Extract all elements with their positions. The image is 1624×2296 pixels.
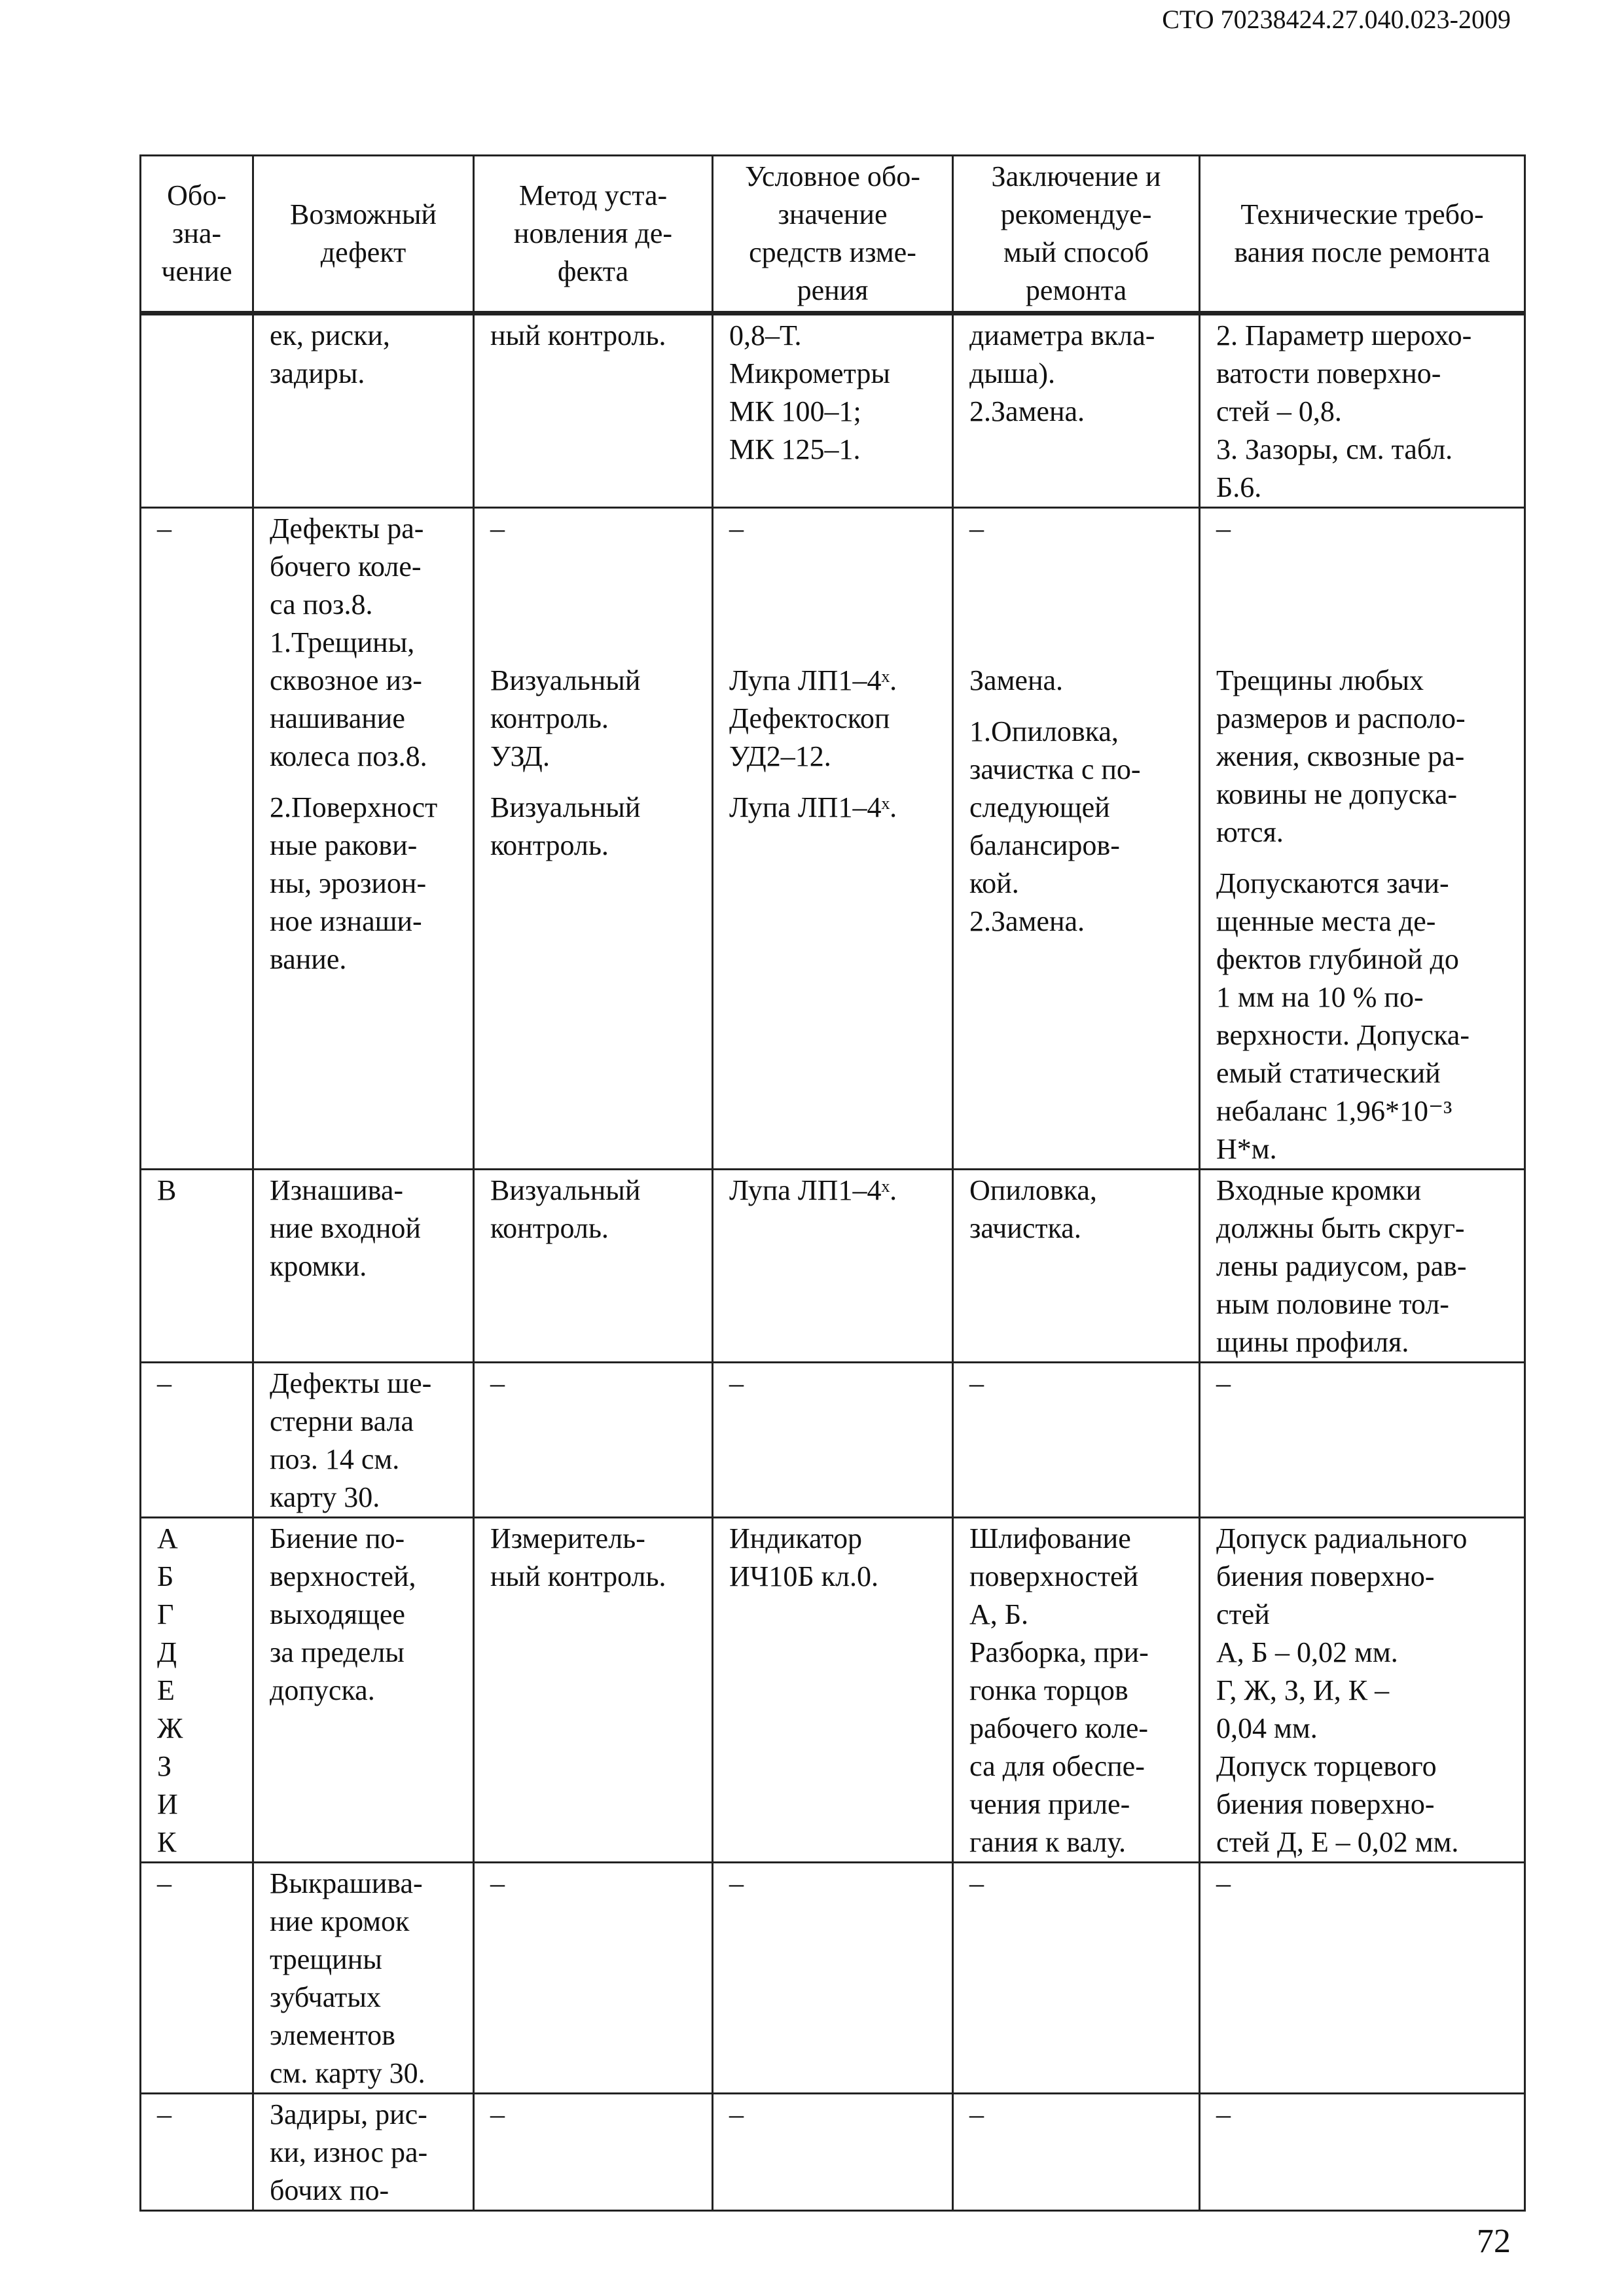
header-line: фекта [557,255,629,287]
cell-line: вание. [270,943,347,975]
cell-line: гания к валу. [969,1826,1126,1858]
cell-line: Лупа ЛП1–4ˣ. [729,791,897,823]
cell-line: – [1216,512,1231,545]
cell-line: Дефекты ше- [270,1367,432,1399]
table-cell [953,1363,1200,1518]
header-line: зна- [171,217,222,249]
cell-line: 1.Опиловка, [969,715,1119,747]
cell-line: ки, износ ра- [270,2136,428,2168]
defect-table [139,154,1526,2212]
cell-line: Шлифование [969,1522,1131,1554]
cell-line: бочего коле- [270,550,422,583]
table-cell [253,508,474,1170]
cell-line: Опиловка, [969,1174,1097,1206]
cell-line: Дефекты ра- [270,512,424,545]
document-code: СТО 70238424.27.040.023-2009 [1162,5,1511,34]
table-cell [474,508,713,1170]
cell-line: Биение по- [270,1522,405,1554]
block-gap [1216,852,1511,865]
table-cell [253,1363,474,1518]
table-cell [1200,2094,1525,2211]
cell-line: Н*м. [1216,1133,1277,1165]
table-cell [474,2094,713,2211]
cell-line: УЗД. [490,740,550,772]
header-line: новления де- [513,217,673,249]
cell-line [969,548,1185,586]
cell-line: задиры. [270,357,365,389]
column-header [253,156,474,314]
cell-line: ние входной [270,1212,421,1244]
cell-line: нашивание [270,702,405,734]
table-cell [1200,1518,1525,1863]
cell-line: см. карту 30. [270,2057,425,2089]
cell-line: ние кромок [270,1905,410,1937]
cell-line: ные ракови- [270,829,418,861]
block-gap [270,776,460,789]
cell-line [969,586,1185,624]
cell-line: Допуск торцевого [1216,1750,1437,1782]
cell-line: ны, эрозион- [270,867,427,899]
column-header [713,156,953,314]
cell-line: ный контроль. [490,1560,666,1592]
cell-line: – [157,2098,171,2130]
cell-line: А, Б – 0,02 мм. [1216,1636,1398,1668]
cell-line: 2.Замена. [969,395,1085,427]
cell-line: стей – 0,8. [1216,395,1342,427]
cell-line: – [490,1867,505,1899]
cell-line: дыша). [969,357,1056,389]
header-line: чение [161,255,232,287]
cell-line: са для обеспе- [969,1750,1145,1782]
cell-line: Индикатор [729,1522,863,1554]
cell-line [1216,624,1511,662]
table-cell [141,314,253,508]
cell-line: диаметра вкла- [969,319,1155,351]
cell-line: ИЧ10Б кл.0. [729,1560,878,1592]
cell-line: кой. [969,867,1019,899]
cell-line: ным половине тол- [1216,1288,1449,1320]
table-row [141,508,1525,1170]
cell-line [490,586,698,624]
cell-line [1216,586,1511,624]
cell-line: Г, Ж, З, И, К – [1216,1674,1390,1706]
table-row [141,1363,1525,1518]
column-header [141,156,253,314]
cell-line: размеров и располо- [1216,702,1466,734]
cell-line: следующей [969,791,1110,823]
cell-line: небаланс 1,96*10⁻³ [1216,1095,1453,1127]
cell-line: – [729,1867,744,1899]
header-line: дефект [320,236,406,268]
block-gap [969,700,1185,713]
cell-line: Е [157,1674,175,1706]
cell-line: должны быть скруг- [1216,1212,1465,1244]
block-gap [729,776,939,789]
cell-line: поверхностей [969,1560,1139,1592]
cell-line: Изнашива- [270,1174,404,1206]
cell-line: биения поверхно- [1216,1560,1435,1592]
cell-line: 0,8–Т. [729,319,802,351]
cell-line [1216,548,1511,586]
cell-line: верхности. Допуска- [1216,1019,1470,1051]
cell-line: – [969,1367,984,1399]
cell-line: фектов глубиной до [1216,943,1459,975]
table-cell [713,2094,953,2211]
cell-line: – [1216,1367,1231,1399]
header-line: Технические требо- [1240,198,1484,230]
cell-line: – [157,1367,171,1399]
table-cell [474,1863,713,2094]
table-cell [1200,508,1525,1170]
table-cell [474,1363,713,1518]
table-cell [953,508,1200,1170]
cell-line: колеса поз.8. [270,740,427,772]
cell-line: гонка торцов [969,1674,1128,1706]
cell-line: И [157,1788,178,1820]
cell-line: Визуальный [490,664,641,696]
table-cell [713,1363,953,1518]
cell-line: Г [157,1598,174,1630]
header-line: Заключение и [991,160,1161,192]
cell-line: ный контроль. [490,319,666,351]
cell-line: рабочего коле- [969,1712,1149,1744]
cell-line: емый статический [1216,1057,1441,1089]
cell-line: В [157,1174,177,1206]
table-cell [1200,1863,1525,2094]
cell-line: зубчатых [270,1981,381,2013]
cell-line: биения поверхно- [1216,1788,1435,1820]
cell-line: – [157,1867,171,1899]
table-cell [474,1518,713,1863]
cell-line: ются. [1216,816,1284,848]
cell-line [729,624,939,662]
cell-line: ное изнаши- [270,905,422,937]
cell-line: Б.6. [1216,471,1262,503]
cell-line: Визуальный [490,791,641,823]
cell-line: Замена. [969,664,1064,696]
cell-line: А, Б. [969,1598,1029,1630]
cell-line: стей Д, Е – 0,02 мм. [1216,1826,1459,1858]
cell-line: стерни вала [270,1405,414,1437]
table-cell [953,2094,1200,2211]
cell-line: 2. Параметр шерохо- [1216,319,1472,351]
cell-line: – [969,512,984,545]
table-row [141,2094,1525,2211]
header-line: значение [778,198,888,230]
table-cell [1200,1170,1525,1363]
table-cell [953,1863,1200,2094]
table-cell [253,1170,474,1363]
cell-line [729,586,939,624]
cell-line: УД2–12. [729,740,831,772]
column-header [474,156,713,314]
cell-line: щины профиля. [1216,1326,1409,1358]
cell-line: 1.Трещины, [270,626,415,658]
cell-line [490,548,698,586]
cell-line: К [157,1826,177,1858]
table-cell [953,1518,1200,1863]
cell-line: Разборка, при- [969,1636,1149,1668]
cell-line: МК 100–1; [729,395,861,427]
table-cell [141,508,253,1170]
table-cell [474,1170,713,1363]
cell-line: лены радиусом, рав- [1216,1250,1467,1282]
header-line: средств изме- [749,236,916,268]
header-line: ремонта [1025,274,1127,306]
table-header-row [141,156,1525,314]
table-cell [253,1518,474,1863]
cell-line: МК 125–1. [729,433,861,465]
header-line: Условное обо- [745,160,920,192]
header-line: рекомендуе- [1000,198,1152,230]
table-cell [474,314,713,508]
cell-line: контроль. [490,702,609,734]
cell-line: Лупа ЛП1–4ˣ. [729,1174,897,1206]
cell-line: Визуальный [490,1174,641,1206]
cell-line: – [729,2098,744,2130]
cell-line: кромки. [270,1250,367,1282]
cell-line: Микрометры [729,357,890,389]
header-line: рения [797,274,869,306]
cell-line: ватости поверхно- [1216,357,1441,389]
table-cell [713,508,953,1170]
table-cell [953,1170,1200,1363]
cell-line: 2.Замена. [969,905,1085,937]
cell-line: стей [1216,1598,1270,1630]
cell-line: 0,04 мм. [1216,1712,1318,1744]
header-line: Возможный [290,198,437,230]
table-cell [1200,314,1525,508]
cell-line: 1 мм на 10 % по- [1216,981,1424,1013]
column-header [1200,156,1525,314]
table-cell [713,1863,953,2094]
cell-line: чения приле- [969,1788,1130,1820]
cell-line: допуска. [270,1674,375,1706]
cell-line: 3. Зазоры, см. табл. [1216,433,1453,465]
cell-line: Допуск радиального [1216,1522,1468,1554]
cell-line: – [490,1367,505,1399]
cell-line: Лупа ЛП1–4ˣ. [729,664,897,696]
table-cell [141,1170,253,1363]
cell-line: поз. 14 см. [270,1443,400,1475]
block-gap [490,776,698,789]
table-row [141,1170,1525,1363]
cell-line: – [157,512,171,545]
cell-line: ек, риски, [270,319,390,351]
cell-line: 2.Поверхност [270,791,438,823]
table-cell [253,314,474,508]
table-cell [953,314,1200,508]
cell-line: зачистка с по- [969,753,1141,785]
table-row [141,1518,1525,1863]
table-cell [141,1863,253,2094]
cell-line: карту 30. [270,1481,380,1513]
cell-line: ковины не допуска- [1216,778,1458,810]
table-cell [253,2094,474,2211]
header-line: мый способ [1003,236,1149,268]
table-cell [141,1518,253,1863]
header-line: Метод уста- [518,179,668,211]
cell-line: – [729,512,744,545]
header-line: Обо- [167,179,226,211]
cell-line: контроль. [490,1212,609,1244]
cell-line: контроль. [490,829,609,861]
cell-line: – [969,2098,984,2130]
table-cell [1200,1363,1525,1518]
cell-line: Допускаются зачи- [1216,867,1449,899]
cell-line [490,624,698,662]
table-cell [713,314,953,508]
column-header [953,156,1200,314]
cell-line: зачистка. [969,1212,1081,1244]
cell-line: сквозное из- [270,664,422,696]
cell-line: жения, сквозные ра- [1216,740,1465,772]
cell-line: щенные места де- [1216,905,1436,937]
cell-line: – [1216,2098,1231,2130]
cell-line: выходящее [270,1598,405,1630]
table-cell [713,1518,953,1863]
cell-line: Задиры, рис- [270,2098,427,2130]
cell-line: балансиров- [969,829,1120,861]
cell-line: Ж [157,1712,183,1744]
cell-line: Измеритель- [490,1522,645,1554]
cell-line: А [157,1522,178,1554]
cell-line: – [1216,1867,1231,1899]
table-cell [141,2094,253,2211]
table-cell [713,1170,953,1363]
cell-line: – [729,1367,744,1399]
cell-line: трещины [270,1943,382,1975]
cell-line: Выкрашива- [270,1867,423,1899]
cell-line: З [157,1750,172,1782]
cell-line [969,624,1185,662]
cell-line: са поз.8. [270,588,373,620]
cell-line: верхностей, [270,1560,416,1592]
header-line: вания после ремонта [1234,236,1490,268]
table-row [141,314,1525,508]
cell-line [729,548,939,586]
cell-line: элементов [270,2019,395,2051]
table-row [141,1863,1525,2094]
table-cell [141,1363,253,1518]
cell-line: Входные кромки [1216,1174,1422,1206]
cell-line: Б [157,1560,174,1592]
cell-line: Дефектоскоп [729,702,890,734]
cell-line: за пределы [270,1636,405,1668]
cell-line: Д [157,1636,177,1668]
page-number: 72 [1477,2223,1511,2260]
cell-line: Трещины любых [1216,664,1424,696]
cell-line: – [969,1867,984,1899]
cell-line: бочих по- [270,2174,389,2206]
cell-line: – [490,512,505,545]
table-cell [253,1863,474,2094]
cell-line: – [490,2098,505,2130]
